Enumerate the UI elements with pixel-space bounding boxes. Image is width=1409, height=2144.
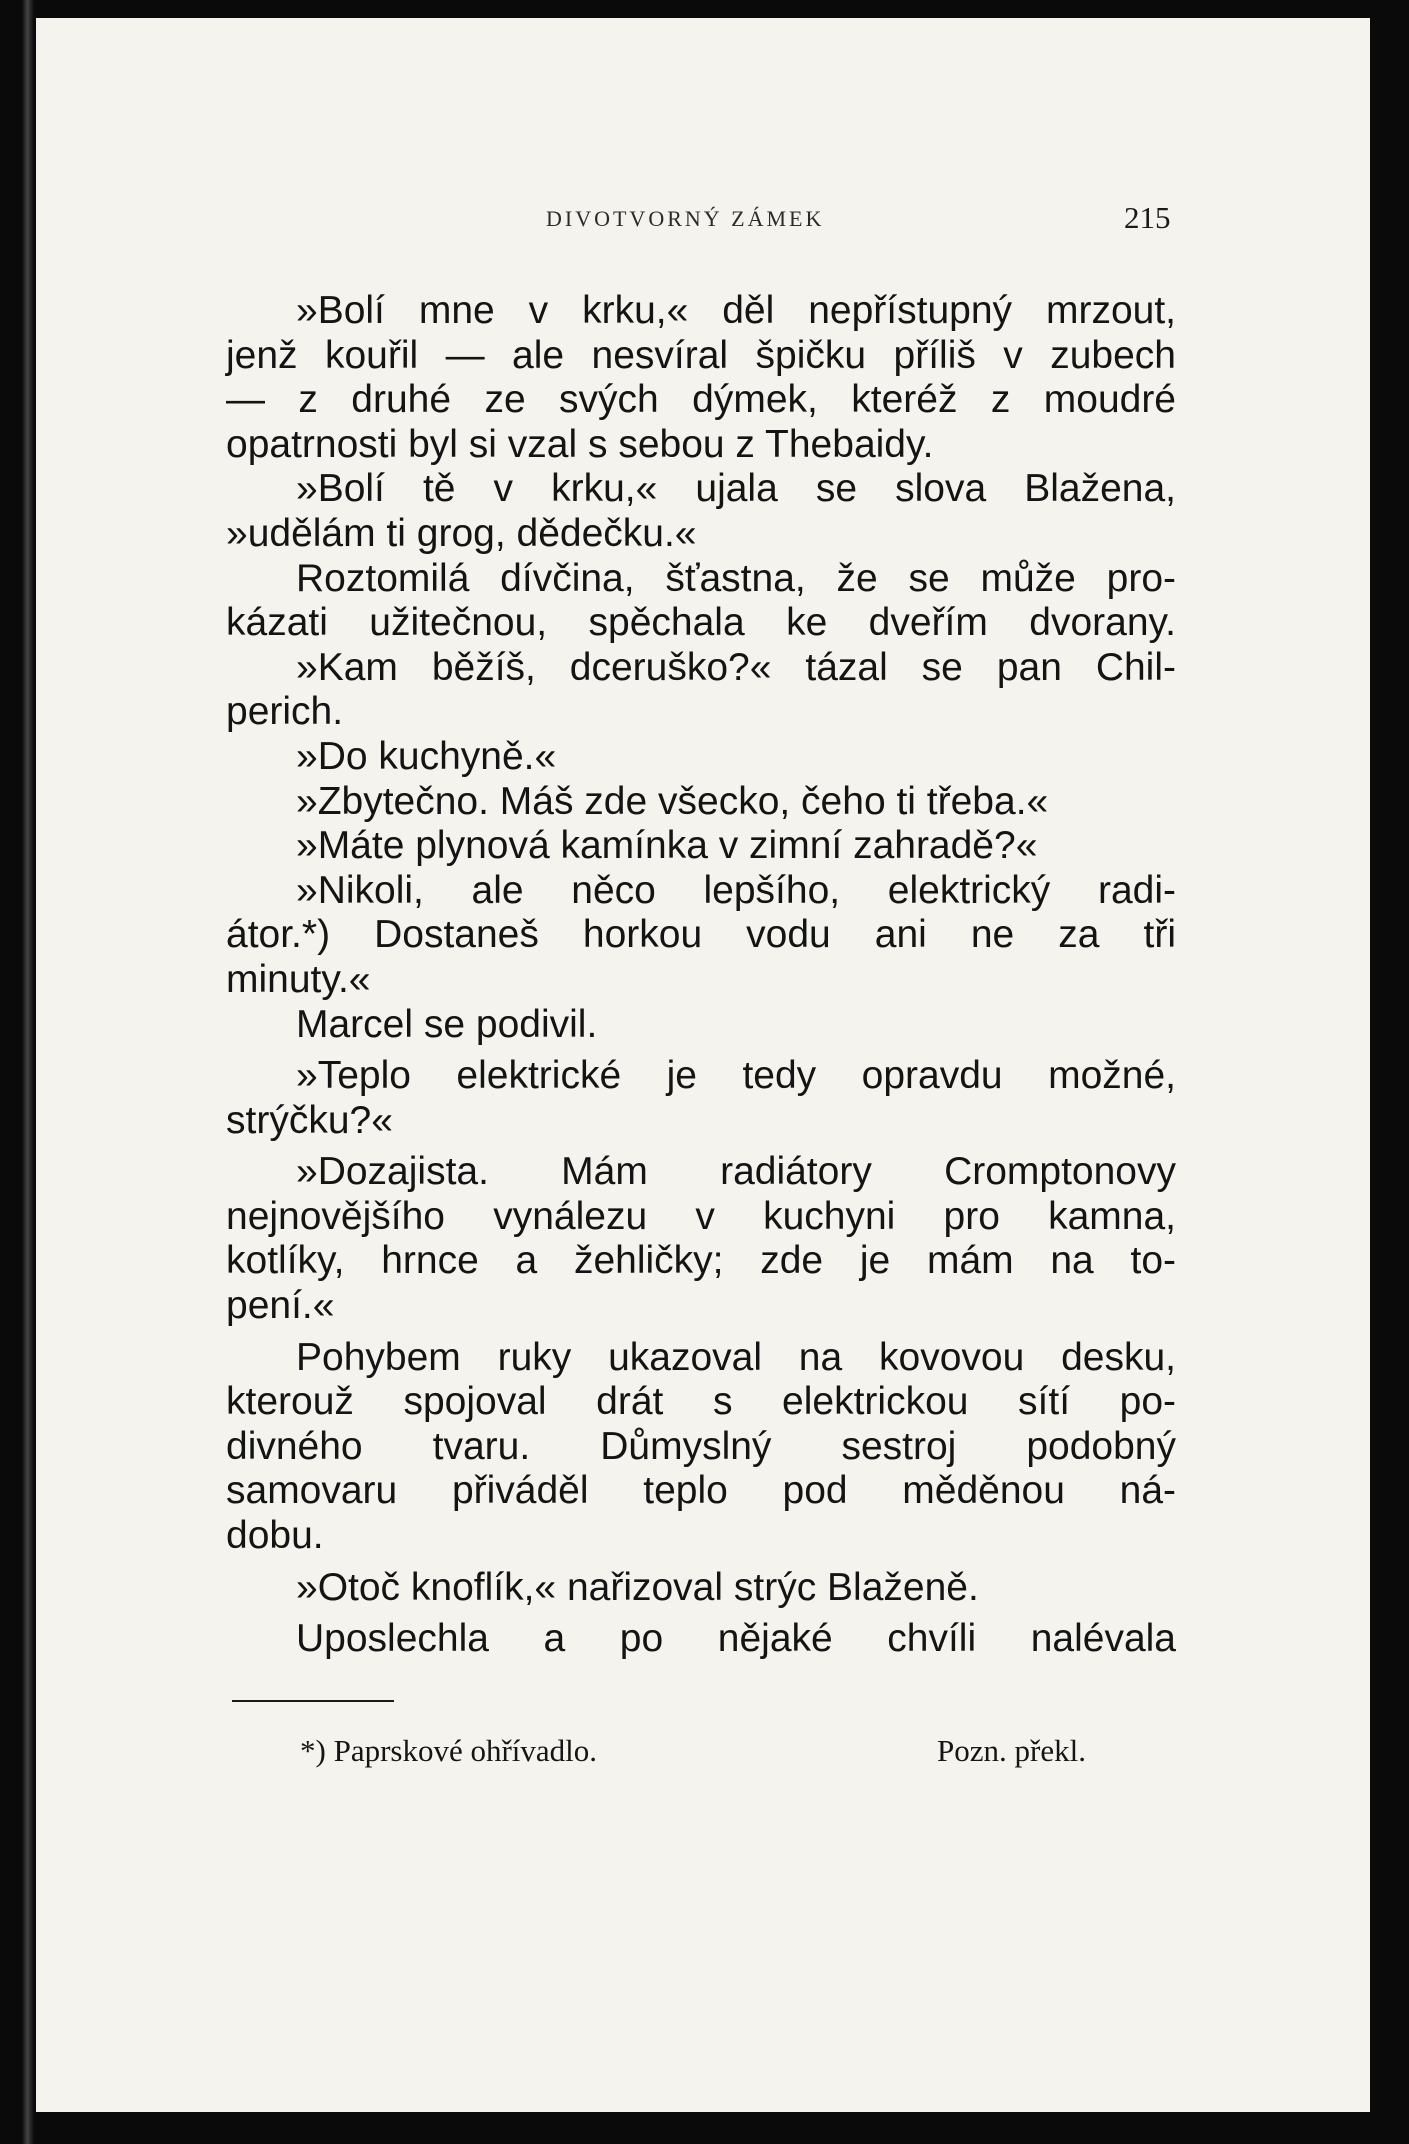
text-line: pení.« [226,1284,335,1328]
text-line: »Otoč knoflík,« nařizoval strýc Blaženě. [296,1565,979,1609]
text-line: átor.*) Dostaneš horkou vodu ani ne za tři [226,913,1176,957]
text-line: »Do kuchyně.« [296,734,557,778]
text-line: perich. [226,690,344,734]
text-line: opatrnosti byl si vzal s sebou z Thebaidy. [226,422,934,466]
text-line: Pohybem ruky ukazoval na kovovou desku, [296,1335,1176,1379]
text-line: divného tvaru. Důmyslný sestroj podobný [226,1424,1176,1468]
text-line: strýčku?« [226,1098,393,1142]
footnote-source: Pozn. překl. [937,1733,1086,1768]
book-spine-shadow [22,0,34,2144]
text-line: samovaru přiváděl teplo pod měděnou ná- [226,1469,1176,1513]
footnote-divider [232,1700,394,1702]
text-line: kotlíky, hrnce a žehličky; zde je mám na to- [226,1239,1176,1283]
text-line: jenž kouřil — ale nesvíral špičku příliš v zubech [226,333,1176,377]
text-line: »Teplo elektrické je tedy opravdu možné, [296,1054,1176,1098]
body-text [226,289,1176,1662]
text-line: »Dozajista. Mám radiátory Cromptonovy [296,1150,1176,1194]
page-number: 215 [1124,200,1171,235]
text-line: Roztomilá dívčina, šťastna, že se může pro- [296,556,1176,600]
text-line: »Nikoli, ale něco lepšího, elektrický radi- [296,868,1176,912]
text-line: — z druhé ze svých dýmek, kteréž z moudré [226,378,1176,422]
text-line: »Máte plynová kamínka v zimní zahradě?« [296,824,1038,868]
text-line: Marcel se podivil. [296,1002,598,1046]
footnote: *) Paprskové ohřívadlo. [300,1733,598,1768]
text-line: minuty.« [226,957,371,1001]
running-head: DIVOTVORNÝ ZÁMEK [546,206,825,231]
text-line: »Kam běžíš, dceruško?« tázal se pan Chil- [296,645,1176,689]
text-line: »udělám ti grog, dědečku.« [226,511,697,555]
text-line: kázati užitečnou, spěchala ke dveřím dvorany. [226,601,1176,645]
text-line: »Bolí mne v krku,« děl nepřístupný mrzout, [296,289,1176,332]
text-line: »Bolí tě v krku,« ujala se slova Blažena, [296,467,1176,511]
text-line: Uposlechla a po nějaké chvíli nalévala [296,1617,1176,1661]
text-line: »Zbytečno. Máš zde všecko, čeho ti třeba.« [296,779,1049,823]
text-line: dobu. [226,1514,324,1558]
text-line: kterouž spojoval drát s elektrickou sítí po- [226,1380,1176,1424]
text-line: nejnovějšího vynálezu v kuchyni pro kamna, [226,1194,1176,1238]
